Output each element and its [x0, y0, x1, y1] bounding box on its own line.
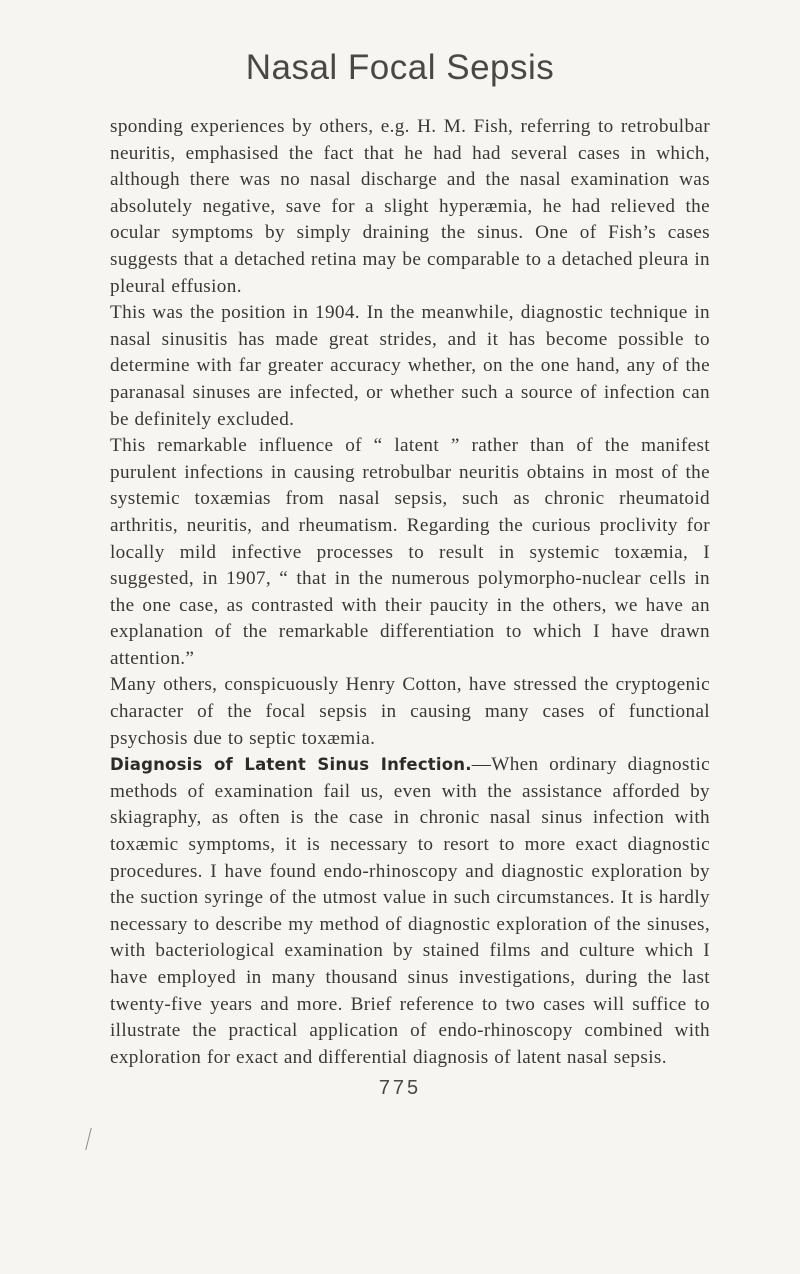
paragraph-2-text: This was the position in 1904. In the meanwhile, diagnostic technique in nasal sinusitis has made great strides, and it has become possible to determine with far greater accuracy whether, on the one hand, any of the paranasal sinuses are infected, or whether such a source of infection can be definitely excluded. [110, 302, 710, 430]
paragraph-3-text: This remarkable influence of “ latent ” rather than of the manifest purulent infections in causing retrobulbar neuritis obtains in most of the systemic toxæmias from nasal sepsis, such as chronic rheumatoid arthritis, neuritis, and rheumatism. Regarding the curious proclivity for locally mild infective processes to result in systemic toxæmia, I suggested, in 1907, “ that in the numerous polymorpho-nuclear cells in the one case, as contrasted with their paucity in the others, we have an explanation of the remarkable differentiation to which I have drawn attention.” [110, 435, 710, 669]
running-head: Nasal Focal Sepsis [245, 48, 555, 87]
section-heading: Diagnosis of Latent Sinus Infection. [110, 755, 472, 775]
paragraph-5-text: —When ordinary diagnostic methods of examination fail us, even with the assistance afforded by skiagraphy, as often is the case in chronic nasal sinus infection with toxæmic symptoms, it is necessary to resort to more exact diagnostic procedures. I have found endo-rhinoscopy and diagnostic exploration by the suction syringe of the utmost value in such circumstances. It is hardly necessary to describe my method of diagnostic exploration of the sinuses, with bacteriological examination by stained films and culture which I have employed in many thousand sinus investigations, during the last twenty-five years and more. Brief reference to two cases will suffice to illustrate the practical application of endo-rhinoscopy combined with exploration for exact and differential diagnosis of latent nasal sepsis. [110, 754, 711, 1068]
paragraph-1-text: sponding experiences by others, e.g. H. M. Fish, referring to retrobulbar neuritis, emphasised the fact that he had had several cases in which, although there was no nasal discharge and the nasal examination was absolutely negative, save for a slight hyperæmia, he had relieved the ocular symptoms by simply draining the sinus. One of Fish’s cases suggests that a detached retina may be comparable to a detached pleura in pleural effusion. [110, 116, 710, 297]
paragraph-4-text: Many others, conspicuously Henry Cotton, have stressed the cryptogenic character of the focal sepsis in causing many cases of functional psychosis due to septic toxæmia. [110, 674, 710, 749]
paragraph-2 [110, 300, 710, 433]
paragraph-3 [110, 433, 710, 672]
page-number: 775 [378, 1077, 422, 1099]
paragraph-5 [110, 752, 710, 1071]
margin-pencil-mark [85, 1128, 97, 1150]
paragraph-1 [110, 114, 710, 300]
body-text [110, 114, 710, 1071]
paragraph-4 [110, 672, 710, 752]
